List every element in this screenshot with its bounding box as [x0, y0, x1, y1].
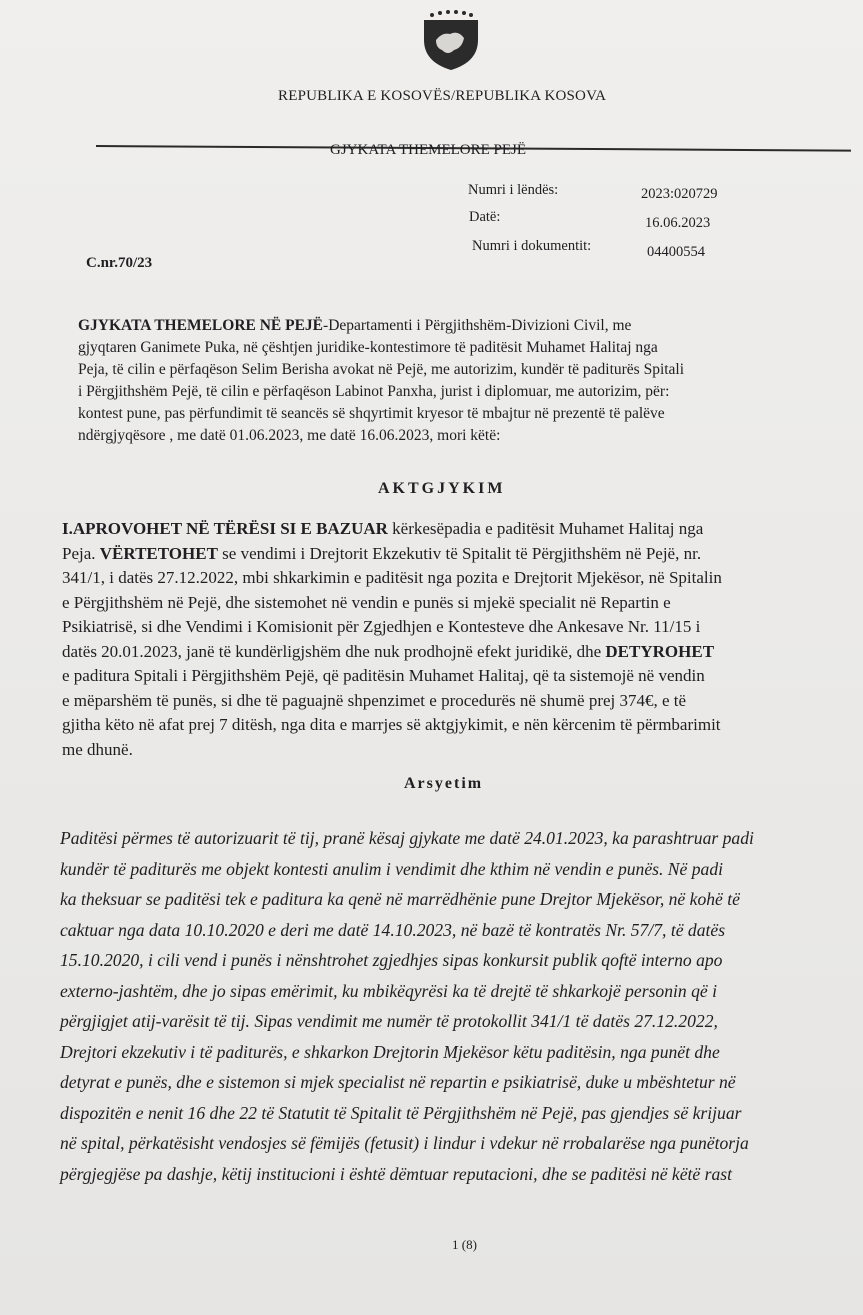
reasoning-line: detyrat e punës, dhe e sistemon si mjek specialist në repartin e psikiatrisë, duke u mbështetur në: [60, 1072, 736, 1092]
reasoning-line: externo-jashtëm, dhe jo sipas emërimit, ku mbikëqyrësi ka të drejtë të shkarkojë personin që i: [60, 980, 717, 1001]
intro-line: GJYKATA THEMELORE NË PEJË-Departamenti i Përgjithshëm-Divizioni Civil, me: [78, 317, 632, 334]
court-heading: GJYKATA THEMELORE PEJË: [330, 142, 527, 158]
page-number: 1 (8): [452, 1237, 477, 1252]
kosovo-coat-of-arms-icon: [418, 10, 484, 72]
reasoning-line: Drejtori ekzekutiv i të paditurës, e shkarkon Drejtorin Mjekësor këtu paditësin, nga punët dhe: [60, 1041, 720, 1062]
verdict-approval-bold: I.APROVOHET NË TËRËSI SI E BAZUAR: [62, 519, 388, 538]
reasoning-line: përgjigjet atij-varësit të tij. Sipas vendimit me numër të protokollit 341/1 të datës 27.12.2022,: [60, 1011, 718, 1031]
reasoning-line: në spital, përkatësisht vendosjes së fëmijës (fetusit) i lindur i vdekur në rrobalarëse nga punëtorja: [60, 1133, 749, 1153]
case-reference: C.nr.70/23: [86, 255, 153, 271]
court-name-bold: GJYKATA THEMELORE NË PEJË: [78, 317, 324, 334]
document-number-value: 04400554: [647, 244, 705, 260]
country-heading: REPUBLIKA E KOSOVËS/REPUBLIKA KOSOVA: [278, 88, 607, 104]
reasoning-line: 15.10.2020, i cili vend i punës i nënshtrohet zgjedhjes sipas konkursit publik qoftë interno apo: [60, 950, 723, 970]
intro-line: i Përgjithshëm Pejë, të cilin e përfaqëson Labinot Panxha, jurist i diplomuar, me autorizim, për:: [78, 383, 670, 400]
case-number-label: Numri i lëndës:: [468, 182, 559, 198]
date-label: Datë:: [469, 209, 501, 225]
date-value: 16.06.2023: [645, 215, 711, 231]
verdict-paragraph: I.APROVOHET NË TËRËSI SI E BAZUAR kërkesëpadia e paditësit Muhamet Halitaj nga Peja. VËRTETOHET se vendimi i Drejtorit Ekzekutiv të Spitalit të Përgjithshëm në Pejë, nr. 341/1, i datës 27.12.2022, mbi shkarkimin e paditësit nga pozita e Drejtorit Mjekësor, në Spitalin e Përgjithshëm në Pejë, dhe sistemohet në vendin e punës si mjekë specialit në Repartin e Psikiatrisë, si dhe Vendimi i Komisionit për Zgjedhjen e Kontesteve dhe Ankesave Nr. 11/15 i datës 20.01.2023, janë të kundërligjshëm dhe nuk prodhojnë efekt juridikë, dhe DETYROHET e paditura Spitali i Përgjithshëm Pejë, që paditësin Muhamet Halitaj, që ta sistemojë në vendin e mëparshëm të punës, si dhe të paguajnë shpenzimet e procedurës në shumë prej 374€, e të gjitha këto në afat prej 7 ditësh, nga dita e marrjes së aktgjykimit, e nën kërcenim të përmbarimit me dhunë.: [62, 519, 722, 759]
reasoning-line: kundër të paditurës me objekt kontesti anulim i vendimit dhe kthim në vendin e punës. Në padi: [60, 858, 724, 879]
reasoning-paragraph: [60, 823, 754, 1189]
document-number-label: Numri i dokumentit:: [472, 238, 592, 254]
reasoning-title: Arsyetim: [404, 775, 484, 792]
reasoning-line: ka theksuar se paditësi tek e paditura ka qenë në marrëdhënie pune Drejtor Mjekësor, në kohë të: [60, 889, 740, 909]
reasoning-line: caktuar nga data 10.10.2020 e deri me datë 14.10.2023, në bazë të kontratës Nr. 57/7, të datës: [60, 919, 726, 940]
intro-line: Peja, të cilin e përfaqëson Selim Berisha avokat në Pejë, me autorizim, kundër të paditurës Spitali: [78, 361, 685, 378]
verdict-obligation-bold: DETYROHET: [605, 641, 715, 661]
reasoning-line: Paditësi përmes të autorizuarit të tij, pranë kësaj gjykate me datë 24.01.2023, ka parashtruar padi: [60, 828, 754, 848]
reasoning-line: dispozitën e nenit 16 dhe 22 të Statutit të Spitalit të Përgjithshëm në Pejë, pas gjendjes së krijuar: [60, 1102, 742, 1123]
case-number-value: 2023:020729: [641, 186, 718, 202]
intro-line: gjyqtaren Ganimete Puka, në çështjen juridike-kontestimore të paditësit Muhamet Halitaj nga: [78, 339, 658, 356]
verdict-confirmation-bold: VËRTETOHET: [99, 543, 218, 563]
intro-line: ndërgjyqësore , me datë 01.06.2023, me datë 16.06.2023, mori këtë:: [78, 427, 501, 444]
verdict-title: AKTGJYKIM: [378, 480, 506, 497]
intro-line: kontest pune, pas përfundimit të seancës së shqyrtimit kryesor të mbajtur në prezentë të palëve: [78, 405, 665, 422]
intro-paragraph: [78, 315, 684, 447]
reasoning-line: përgjegjëse pa dashje, këtij institucioni i është dëmtuar reputacioni, dhe se paditësi në këtë rast: [60, 1163, 733, 1184]
